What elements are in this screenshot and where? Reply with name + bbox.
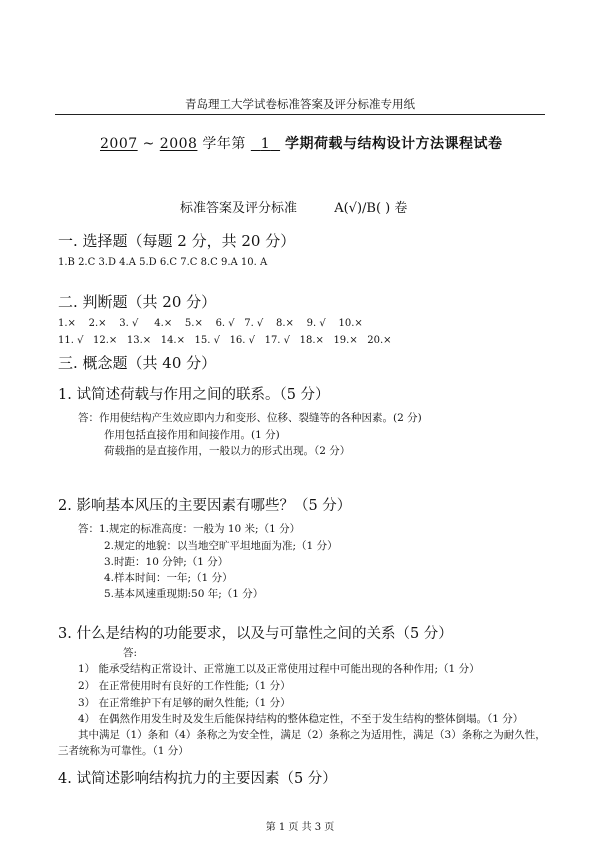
tf-item: 6. √ (215, 318, 235, 329)
tf-item: 16. √ (229, 335, 256, 346)
tf-item: 13.× (126, 335, 152, 346)
tf-item: 7. √ (244, 318, 264, 329)
title-mid: 学年第 (202, 136, 246, 152)
header-rule (55, 114, 545, 115)
subtitle-label: 标准答案及评分标准 (180, 201, 298, 216)
tf-row-2 (58, 335, 392, 346)
q3-answer-line: 1） 能承受结构正常设计、正常施工以及正常使用过程中可能出现的各种作用;（1 分） (78, 663, 480, 675)
title-rest: 学期荷载与结构设计方法课程试卷 (285, 136, 503, 152)
tf-item: 3. √ (119, 318, 139, 329)
tf-item: 11. √ (58, 335, 84, 346)
term-number: 1 (260, 136, 271, 152)
tf-item: 9. √ (306, 318, 326, 329)
year-start: 2007 (100, 136, 138, 152)
q2-answer-line: 4.样本时间：一年;（1 分） (104, 572, 233, 584)
version-mark: A(√)/B( ) 卷 (334, 201, 408, 216)
page-header: 青岛理工大学试卷标准答案及评分标准专用纸 (185, 97, 415, 111)
q2-answer-line: 5.基本风速重现期:50 年;（1 分） (104, 588, 264, 600)
q3-answer-line: 三者统称为可靠性。（1 分） (58, 745, 189, 757)
q2-answer-line: 2.规定的地貌：以当地空旷平坦地面为准;（1 分） (104, 540, 338, 552)
section3-heading: 三. 概念题（共 40 分） (58, 354, 217, 372)
exam-title (100, 133, 503, 153)
tf-item: 8.× (276, 318, 294, 329)
section1-answers: 1.B 2.C 3.D 4.A 5.D 6.C 7.C 8.C 9.A 10. A (58, 257, 268, 268)
tf-item: 10.× (338, 318, 363, 329)
q3-answer-label: 答: (123, 647, 138, 659)
tf-item: 5.× (184, 318, 203, 329)
tf-item: 18.× (299, 335, 324, 346)
q3-question: 3. 什么是结构的功能要求，以及与可靠性之间的关系（5 分） (58, 626, 453, 642)
q2-answer-line: 3.时距：10 分钟;（1 分） (104, 556, 229, 568)
q3-answer-line: 其中满足（1）条和（4）条称之为安全性，满足（2）条称之为适用性，满足（3）条称之为耐久性， (78, 729, 546, 741)
q3-answer-line: 3） 在正常维护下有足够的耐久性能;（1 分） (78, 697, 291, 709)
q3-answer-line: 2） 在正常使用时有良好的工作性能;（1 分） (78, 680, 291, 692)
tf-item: 1.× (58, 318, 76, 329)
page-footer: 第 1 页 共 3 页 (265, 822, 335, 833)
q4-question: 4. 试简述影响结构抗力的主要因素（5 分） (58, 771, 337, 787)
tf-item: 15. √ (194, 335, 221, 346)
section1-heading: 一. 选择题（每题 2 分，共 20 分） (58, 232, 296, 250)
q1-answer-line: 荷载指的是直接作用，一般以力的形式出现。（2 分） (104, 445, 351, 457)
year-end: 2008 (159, 136, 198, 152)
tf-item: 20.× (367, 335, 392, 346)
q3-answer-line: 4） 在偶然作用发生时及发生后能保持结构的整体稳定性，不至于发生结构的整体倒塌。（1 分） (78, 713, 524, 725)
tf-item: 4.× (154, 318, 173, 329)
q1-answer-line: 作用包括直接作用和间接作用。(1 分) (104, 429, 280, 441)
q1-question: 1. 试简述荷载与作用之间的联系。（5 分） (58, 387, 330, 403)
tf-item: 12.× (93, 335, 118, 346)
section2-heading: 二. 判断题（共 20 分） (58, 293, 217, 311)
tf-item: 19.× (333, 335, 358, 346)
tf-item: 17. √ (264, 335, 291, 346)
q2-answer-line: 答：1.规定的标准高度：一般为 10 米;（1 分） (78, 523, 301, 535)
tf-row-1 (58, 318, 363, 329)
q2-question: 2. 影响基本风压的主要因素有哪些？（5 分） (58, 498, 352, 514)
tf-item: 14.× (160, 335, 185, 346)
q1-answer-line: 答：作用使结构产生效应即内力和变形、位移、裂缝等的各种因素。(2 分) (78, 412, 422, 424)
tf-item: 2.× (88, 318, 107, 329)
subtitle (180, 197, 407, 216)
year-sep: ~ (142, 136, 155, 152)
